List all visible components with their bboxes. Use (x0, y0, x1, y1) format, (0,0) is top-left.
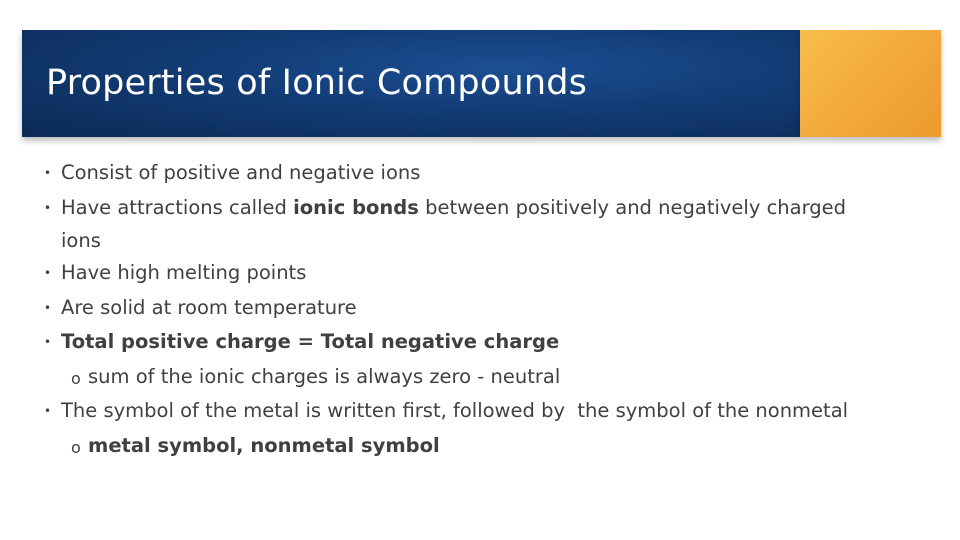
bullet-item (44, 325, 949, 360)
bullet-dot: • (44, 166, 52, 180)
bullet-item (44, 256, 949, 291)
slide-title: Properties of Ionic Compounds (46, 63, 588, 103)
sub-bullet-item (44, 360, 949, 395)
accent-bar (800, 30, 941, 137)
bullet-item (44, 394, 949, 429)
bullet-item (44, 291, 949, 326)
bullet-dot: • (44, 404, 52, 418)
sub-bullet-marker: o (71, 437, 81, 457)
bullet-bold-term: ionic bonds (293, 195, 419, 219)
bullet-bold-text: Total positive charge = Total negative charge (61, 330, 560, 353)
bullet-wrap-text: ions (61, 229, 101, 252)
bullet-text: The symbol of the metal is written first, followed by the symbol of the nonmetal (61, 399, 849, 422)
slide-content (44, 156, 949, 463)
sub-bullet-marker: o (71, 368, 81, 388)
bullet-text: Consist of positive and negative ions (61, 161, 421, 184)
sub-bullet-item (44, 429, 949, 464)
bullet-text: Are solid at room temperature (61, 295, 357, 319)
bullet-dot: • (44, 335, 52, 349)
bullet-text: between positively and negatively charged (418, 195, 847, 219)
bullet-dot: • (44, 266, 52, 280)
sub-bullet-bold-text: metal symbol, nonmetal symbol (88, 433, 440, 457)
sub-bullet-text: sum of the ionic charges is always zero - neutral (88, 364, 561, 388)
bullet-text: Have attractions called (61, 195, 294, 219)
bullet-item (44, 191, 949, 257)
bullet-dot: • (44, 300, 52, 315)
bullet-item (44, 156, 949, 191)
bullet-dot: • (44, 200, 52, 215)
bullet-text: Have high melting points (61, 261, 307, 284)
